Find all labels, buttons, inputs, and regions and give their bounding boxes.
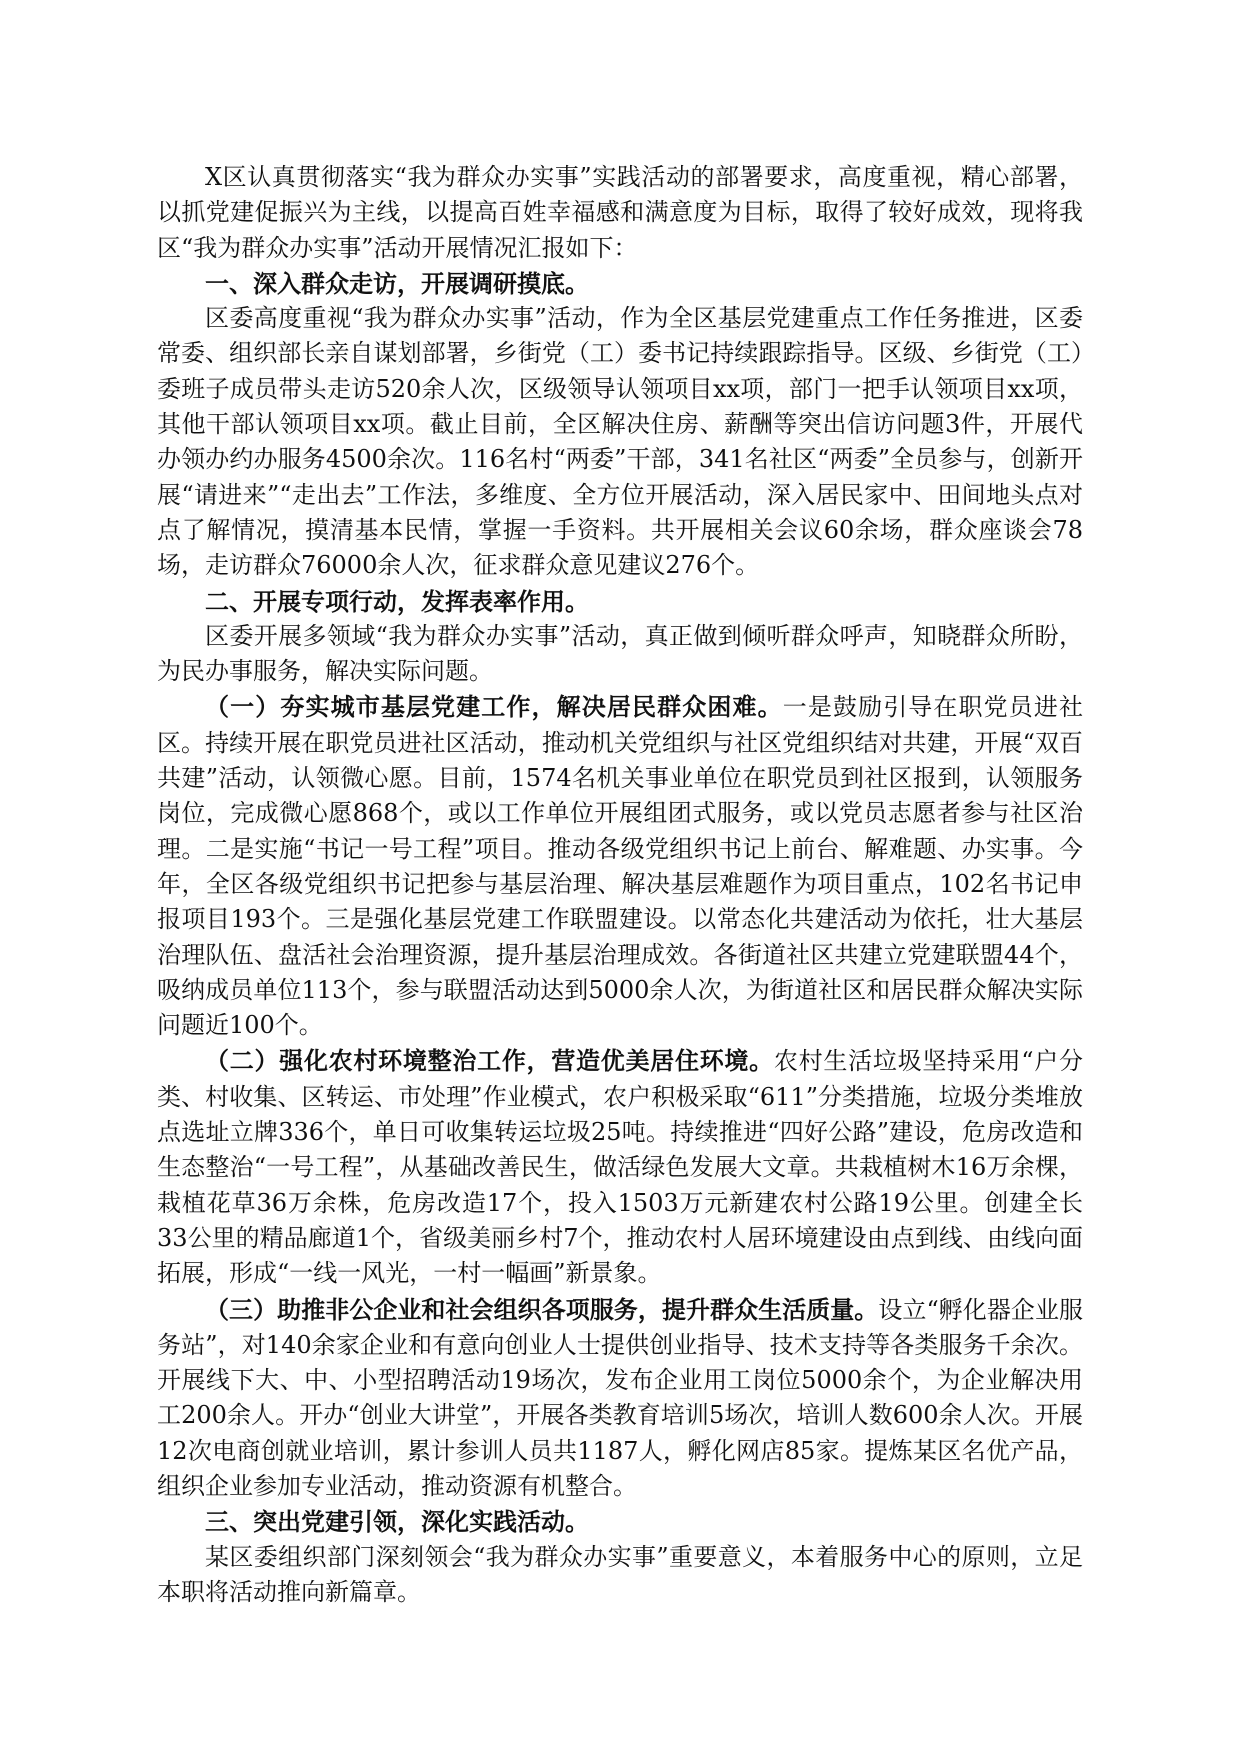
subsection-1-lead: （一）夯实城市基层党建工作，解决居民群众困难。 xyxy=(205,692,783,722)
section-2-heading: 二、开展专项行动，发挥表率作用。 xyxy=(205,586,589,616)
section-1-heading: 一、深入群众走访，开展调研摸底。 xyxy=(205,268,589,298)
subsection-2-text: 农村生活垃圾坚持采用“户分类、村收集、区转运、市处理”作业模式，农户积极采取“611”分类措施，垃圾分类堆放点选址立牌336个，单日可收集转运垃圾25吨。持续推进“四好公路”建设，危房改造和生态整治“一号工程”，从基础改善民生，做活绿色发展大文章。共栽植树木16万余棵，栽植花草36万余株，危房改造17个，投入1503万元新建农村公路19公里。创建全长33公里的精品廊道1个，省级美丽乡村7个，推动农村人居环境建设由点到线、由线向面拓展，形成“一线一风光，一村一幅画”新景象。 xyxy=(157,1047,1083,1288)
subsection-3-lead: （三）助推非公企业和社会组织各项服务，提升群众生活质量。 xyxy=(205,1294,879,1324)
subsection-1-text: 一是鼓励引导在职党员进社区。持续开展在职党员进社区活动，推动机关党组织与社区党组织结对共建，开展“双百共建”活动，认领微心愿。目前，1574名机关事业单位在职党员到社区报到，认领服务岗位，完成微心愿868个，或以工作单位开展组团式服务，或以党员志愿者参与社区治理。二是实施“书记一号工程”项目。推动各级党组织书记上前台、解难题、办实事。今年，全区各级党组织书记把参与基层治理、解决基层难题作为项目重点，102名书记申报项目193个。三是强化基层党建工作联盟建设。以常态化共建活动为依托，壮大基层治理队伍、盘活社会治理资源，提升基层治理成效。各街道社区共建立党建联盟44个，吸纳成员单位113个，参与联盟活动达到5000余人次，为街道社区和居民群众解决实际问题近100个。 xyxy=(157,693,1084,1040)
subsection-1-paragraph xyxy=(157,689,1083,1043)
subsection-3-paragraph xyxy=(157,1292,1083,1505)
intro-paragraph: X区认真贯彻落实“我为群众办实事”实践活动的部署要求，高度重视，精心部署，以抓党建促振兴为主线，以提高百姓幸福感和满意度为目标，取得了较好成效，现将我区“我为群众办实事”活动开展情况汇报如下： xyxy=(157,163,1083,262)
subsection-2-lead: （二）强化农村环境整治工作，营造优美居住环境。 xyxy=(205,1046,774,1076)
section-2-paragraph: 区委开展多领域“我为群众办实事”活动，真正做到倾听群众呼声，知晓群众所盼，为民办事服务，解决实际问题。 xyxy=(157,621,1083,686)
document-body xyxy=(157,160,1083,1610)
section-3-heading: 三、突出党建引领，深化实践活动。 xyxy=(205,1507,589,1537)
section-1-paragraph: 区委高度重视“我为群众办实事”活动，作为全区基层党建重点工作任务推进，区委常委、组织部长亲自谋划部署，乡街党（工）委书记持续跟踪指导。区级、乡街党（工）委班子成员带头走访520余人次，区级领导认领项目xx项，部门一把手认领项目xx项，其他干部认领项目xx项。截止目前，全区解决住房、薪酬等突出信访问题3件，开展代办领办约办服务4500余次。116名村“两委”干部，341名社区“两委”全员参与，创新开展“请进来”“走出去”工作法，多维度、全方位开展活动，深入居民家中、田间地头点对点了解情况，摸清基本民情，掌握一手资料。共开展相关会议60余场，群众座谈会78场，走访群众76000余人次，征求群众意见建议276个。 xyxy=(157,304,1083,580)
subsection-3-text: 设立“孵化器企业服务站”，对140余家企业和有意向创业人士提供创业指导、技术支持等各类服务千余次。开展线下大、中、小型招聘活动19场次，发布企业用工岗位5000余个，为企业解决用工200余人。开办“创业大讲堂”，开展各类教育培训5场次，培训人数600余人次。开展12次电商创就业培训，累计参训人员共1187人，孵化网店85家。提炼某区名优产品，组织企业参加专业活动，推动资源有机整合。 xyxy=(157,1295,1083,1500)
subsection-2-paragraph xyxy=(157,1043,1083,1291)
section-3-paragraph: 某区委组织部门深刻领会“我为群众办实事”重要意义，本着服务中心的原则，立足本职将活动推向新篇章。 xyxy=(157,1542,1083,1606)
